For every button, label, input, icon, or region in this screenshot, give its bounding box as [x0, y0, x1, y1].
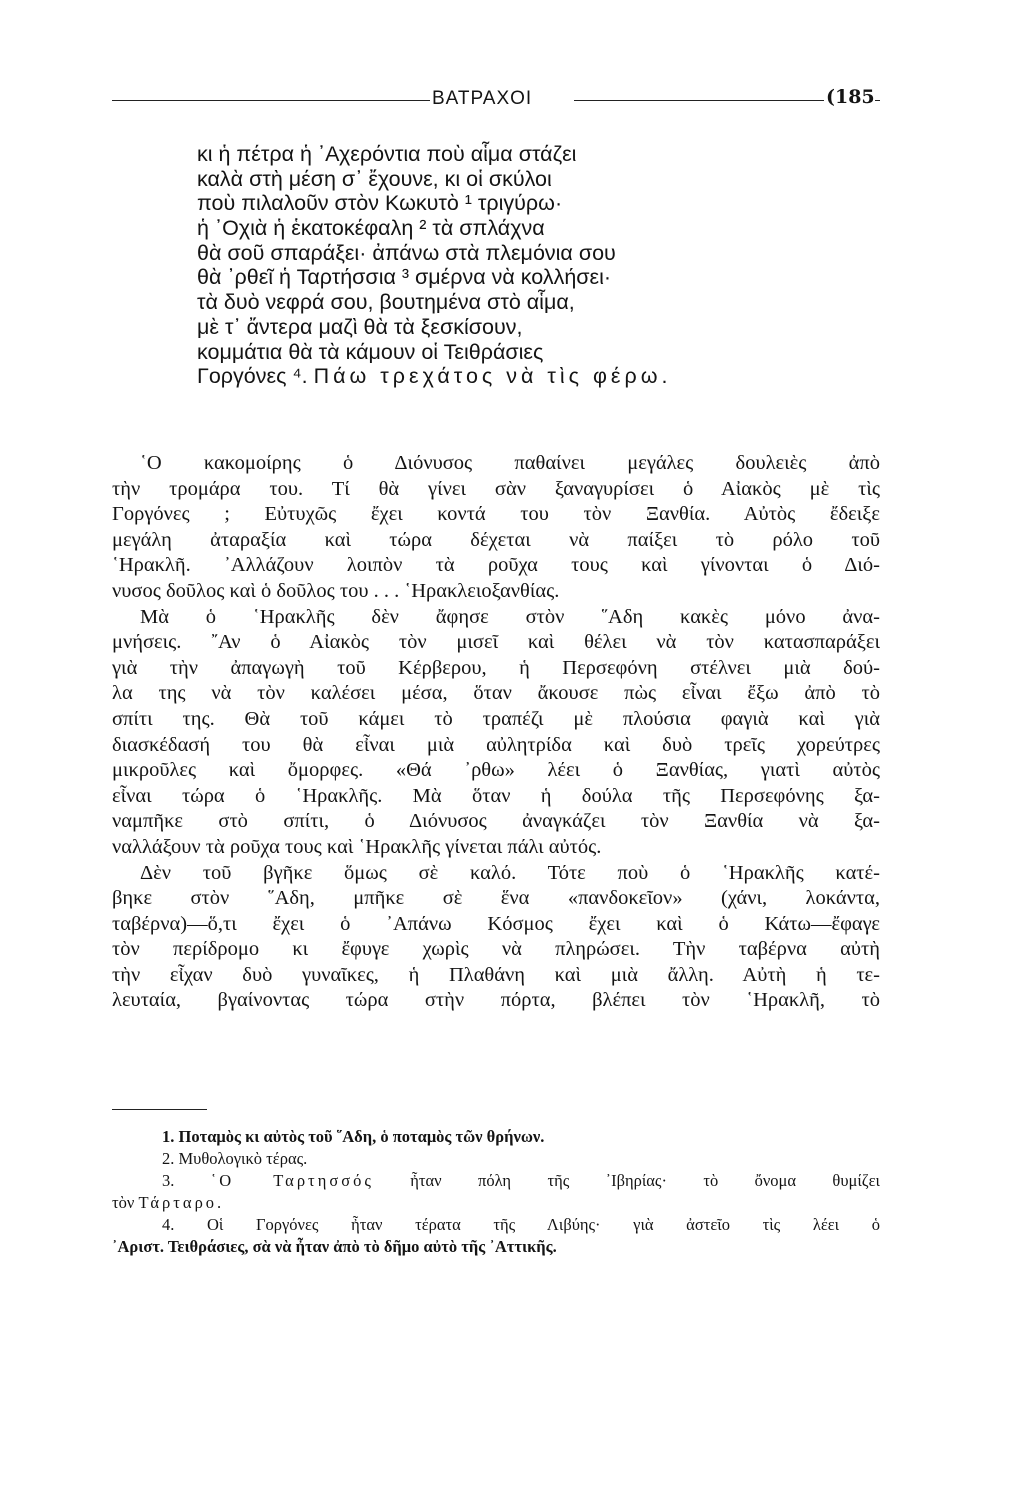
footnote-3: 3. ῾Ο Ταρτησσός ἦταν πόλη τῆς ᾿Ιβηρίας· τὸ ὄνομα θυμίζει: [162, 1171, 880, 1190]
verse-line: καλὰ στὴ μέση σ᾿ ἔχουνε, κι οἱ σκύλοι: [197, 166, 552, 191]
prose-line: λα της νὰ τὸν καλέσει μέσα, ὅταν ἄκουσε πὼς εἶναι ἔξω ἀπὸ τὸ: [112, 682, 880, 705]
prose-line: ῾Ο κακομοίρης ὁ Διόνυσος παθαίνει μεγάλες δουλειὲς ἀπὸ: [140, 452, 880, 474]
verse-line: ἡ ᾿Οχιὰ ἡ ἑκατοκέφαλη ² τὰ σπλάχνα: [197, 216, 545, 241]
prose-line: βηκε στὸν ῞Αδη, μπῆκε σὲ ἕνα «πανδοκεῖον» (χάνι, λοκάντα,: [112, 887, 880, 910]
prose-line: ναμπῆκε στὸ σπίτι, ὁ Διόνυσος ἀναγκάζει τὸν Ξανθία νὰ ξα-: [112, 810, 880, 833]
prose-block: [112, 451, 880, 1014]
verse-line-last: [197, 364, 837, 389]
prose-line: ῾Ηρακλῆ. ᾿Αλλάζουν λοιπὸν τὰ ροῦχα τους καὶ γίνονται ὁ Διό-: [112, 554, 880, 577]
prose-line: μεγάλη ἀταραξία καὶ τώρα δέχεται νὰ παίξει τὸ ρόλο τοῦ: [112, 528, 880, 551]
prose-line: νυσος δοῦλος καὶ ὁ δοῦλος του . . . ῾Ηρακλειοξανθίας.: [112, 579, 560, 602]
prose-line: διασκέδασή του θὰ εἶναι μιὰ αὐλητρίδα καὶ δυὸ τρεῖς χορεύτρες: [112, 733, 880, 756]
verse-line: κι ἡ πέτρα ἡ ᾿Αχερόντια ποὺ αἷμα στάζει: [197, 142, 577, 166]
verse-line: θὰ ᾿ρθεῖ ἡ Ταρτήσσια ³ σμέρνα νὰ κολλήσει·: [197, 265, 612, 290]
footnotes: [112, 1126, 880, 1258]
page-number: (185: [826, 86, 875, 108]
prose-line: Μὰ ὁ ῾Ηρακλῆς δὲν ἄφησε στὸν ῞Αδη κακὲς μόνο ἀνα-: [140, 605, 880, 628]
prose-line: τὴν εἶχαν δυὸ γυναῖκες, ἡ Πλαθάνη καὶ μιὰ ἄλλη. Αὐτὴ ἡ τε-: [112, 963, 880, 986]
prose-line: μικροῦλες καὶ ὄμορφες. «Θά ᾿ρθω» λέει ὁ Ξανθίας, γιατὶ αὐτὸς: [112, 759, 880, 782]
footnote-3-cont: τὸν Τάρταρο.: [112, 1193, 225, 1212]
prose-line: μνήσεις. ῎Αν ὁ Αἰακὸς τὸν μισεῖ καὶ θέλει νὰ τὸν κατασπαράξει: [112, 631, 880, 654]
prose-line: ταβέρνα)—ὅ,τι ἔχει ὁ ᾿Απάνω Κόσμος ἔχει καὶ ὁ Κάτω—ἔφαγε: [112, 912, 880, 935]
footnote-2: 2. Μυθολογικὸ τέρας.: [162, 1149, 308, 1168]
prose-line: γιὰ τὴν ἀπαγωγὴ τοῦ Κέρβερου, ἡ Περσεφόνη στέλνει μιὰ δού-: [112, 656, 880, 679]
verse-line: ποὺ πιλαλοῦν στὸν Κωκυτὸ ¹ τριγύρω·: [197, 191, 563, 216]
prose-line: λευταία, βγαίνοντας τώρα στὴν πόρτα, βλέπει τὸν ῾Ηρακλῆ, τὸ: [112, 989, 880, 1012]
footnote-4: 4. Οἱ Γοργόνες ἦταν τέρατα τῆς Λιβύης· γιὰ ἀστεῖο τὶς λέει ὁ: [162, 1215, 880, 1234]
prose-line: τὴν τρομάρα του. Τί θὰ γίνει σὰν ξαναγυρίσει ὁ Αἰακὸς μὲ τὶς: [112, 477, 880, 500]
footnote-rule: [112, 1109, 207, 1110]
verse-line: τὰ δυὸ νεφρά σου, βουτημένα στὸ αἷμα,: [197, 290, 575, 315]
verse-line: θὰ σοῦ σπαράξει· ἀπάνω στὰ πλεμόνια σου: [197, 240, 616, 265]
running-title: ΒΑΤΡΑΧΟΙ: [432, 88, 533, 109]
prose-line: σπίτι της. Θὰ τοῦ κάμει τὸ τραπέζι μὲ πλούσια φαγιὰ καὶ γιὰ: [112, 707, 880, 730]
prose-line: Δὲν τοῦ βγῆκε ὅμως σὲ καλό. Τότε ποὺ ὁ ῾Ηρακλῆς κατέ-: [140, 861, 880, 884]
prose-line: τὸν περίδρομο κι ἔφυγε χωρὶς νὰ πληρώσει. Τὴν ταβέρνα αὐτὴ: [112, 938, 880, 961]
verse-last-start: Γοργόνες ⁴.: [197, 364, 314, 389]
verse-line: κομμάτια θὰ τὰ κάμουν οἱ Τειθράσιες: [197, 339, 544, 364]
footnote-4-cont: ᾿Αριστ. Τειθράσιες, σὰ νὰ ἦταν ἀπὸ τὸ δῆμο αὐτὸ τῆς ᾿Αττικῆς.: [112, 1237, 557, 1256]
prose-line: Γοργόνες ; Εὐτυχῶς ἔχει κοντά του τὸν Ξανθία. Αὐτὸς ἔδειξε: [112, 503, 880, 526]
header-rule-left: [112, 100, 430, 101]
verse-last-spaced: Πάω τρεχάτος νὰ τὶς φέρω.: [313, 364, 672, 389]
running-header: [112, 88, 892, 114]
verse-block: [197, 142, 837, 389]
prose-line: ναλλάξουν τὰ ροῦχα τους καὶ ῾Ηρακλῆς γίνεται πάλι αὐτός.: [112, 835, 602, 858]
footnote-1: 1. Ποταμὸς κι αὐτὸς τοῦ ῞Αδη, ὁ ποταμὸς τῶν θρήνων.: [162, 1127, 545, 1146]
verse-line: μὲ τ᾿ ἄντερα μαζὶ θὰ τὰ ξεσκίσουν,: [197, 314, 523, 339]
prose-line: εἶναι τώρα ὁ ῾Ηρακλῆς. Μὰ ὅταν ἡ δούλα τῆς Περσεφόνης ξα-: [112, 784, 880, 807]
